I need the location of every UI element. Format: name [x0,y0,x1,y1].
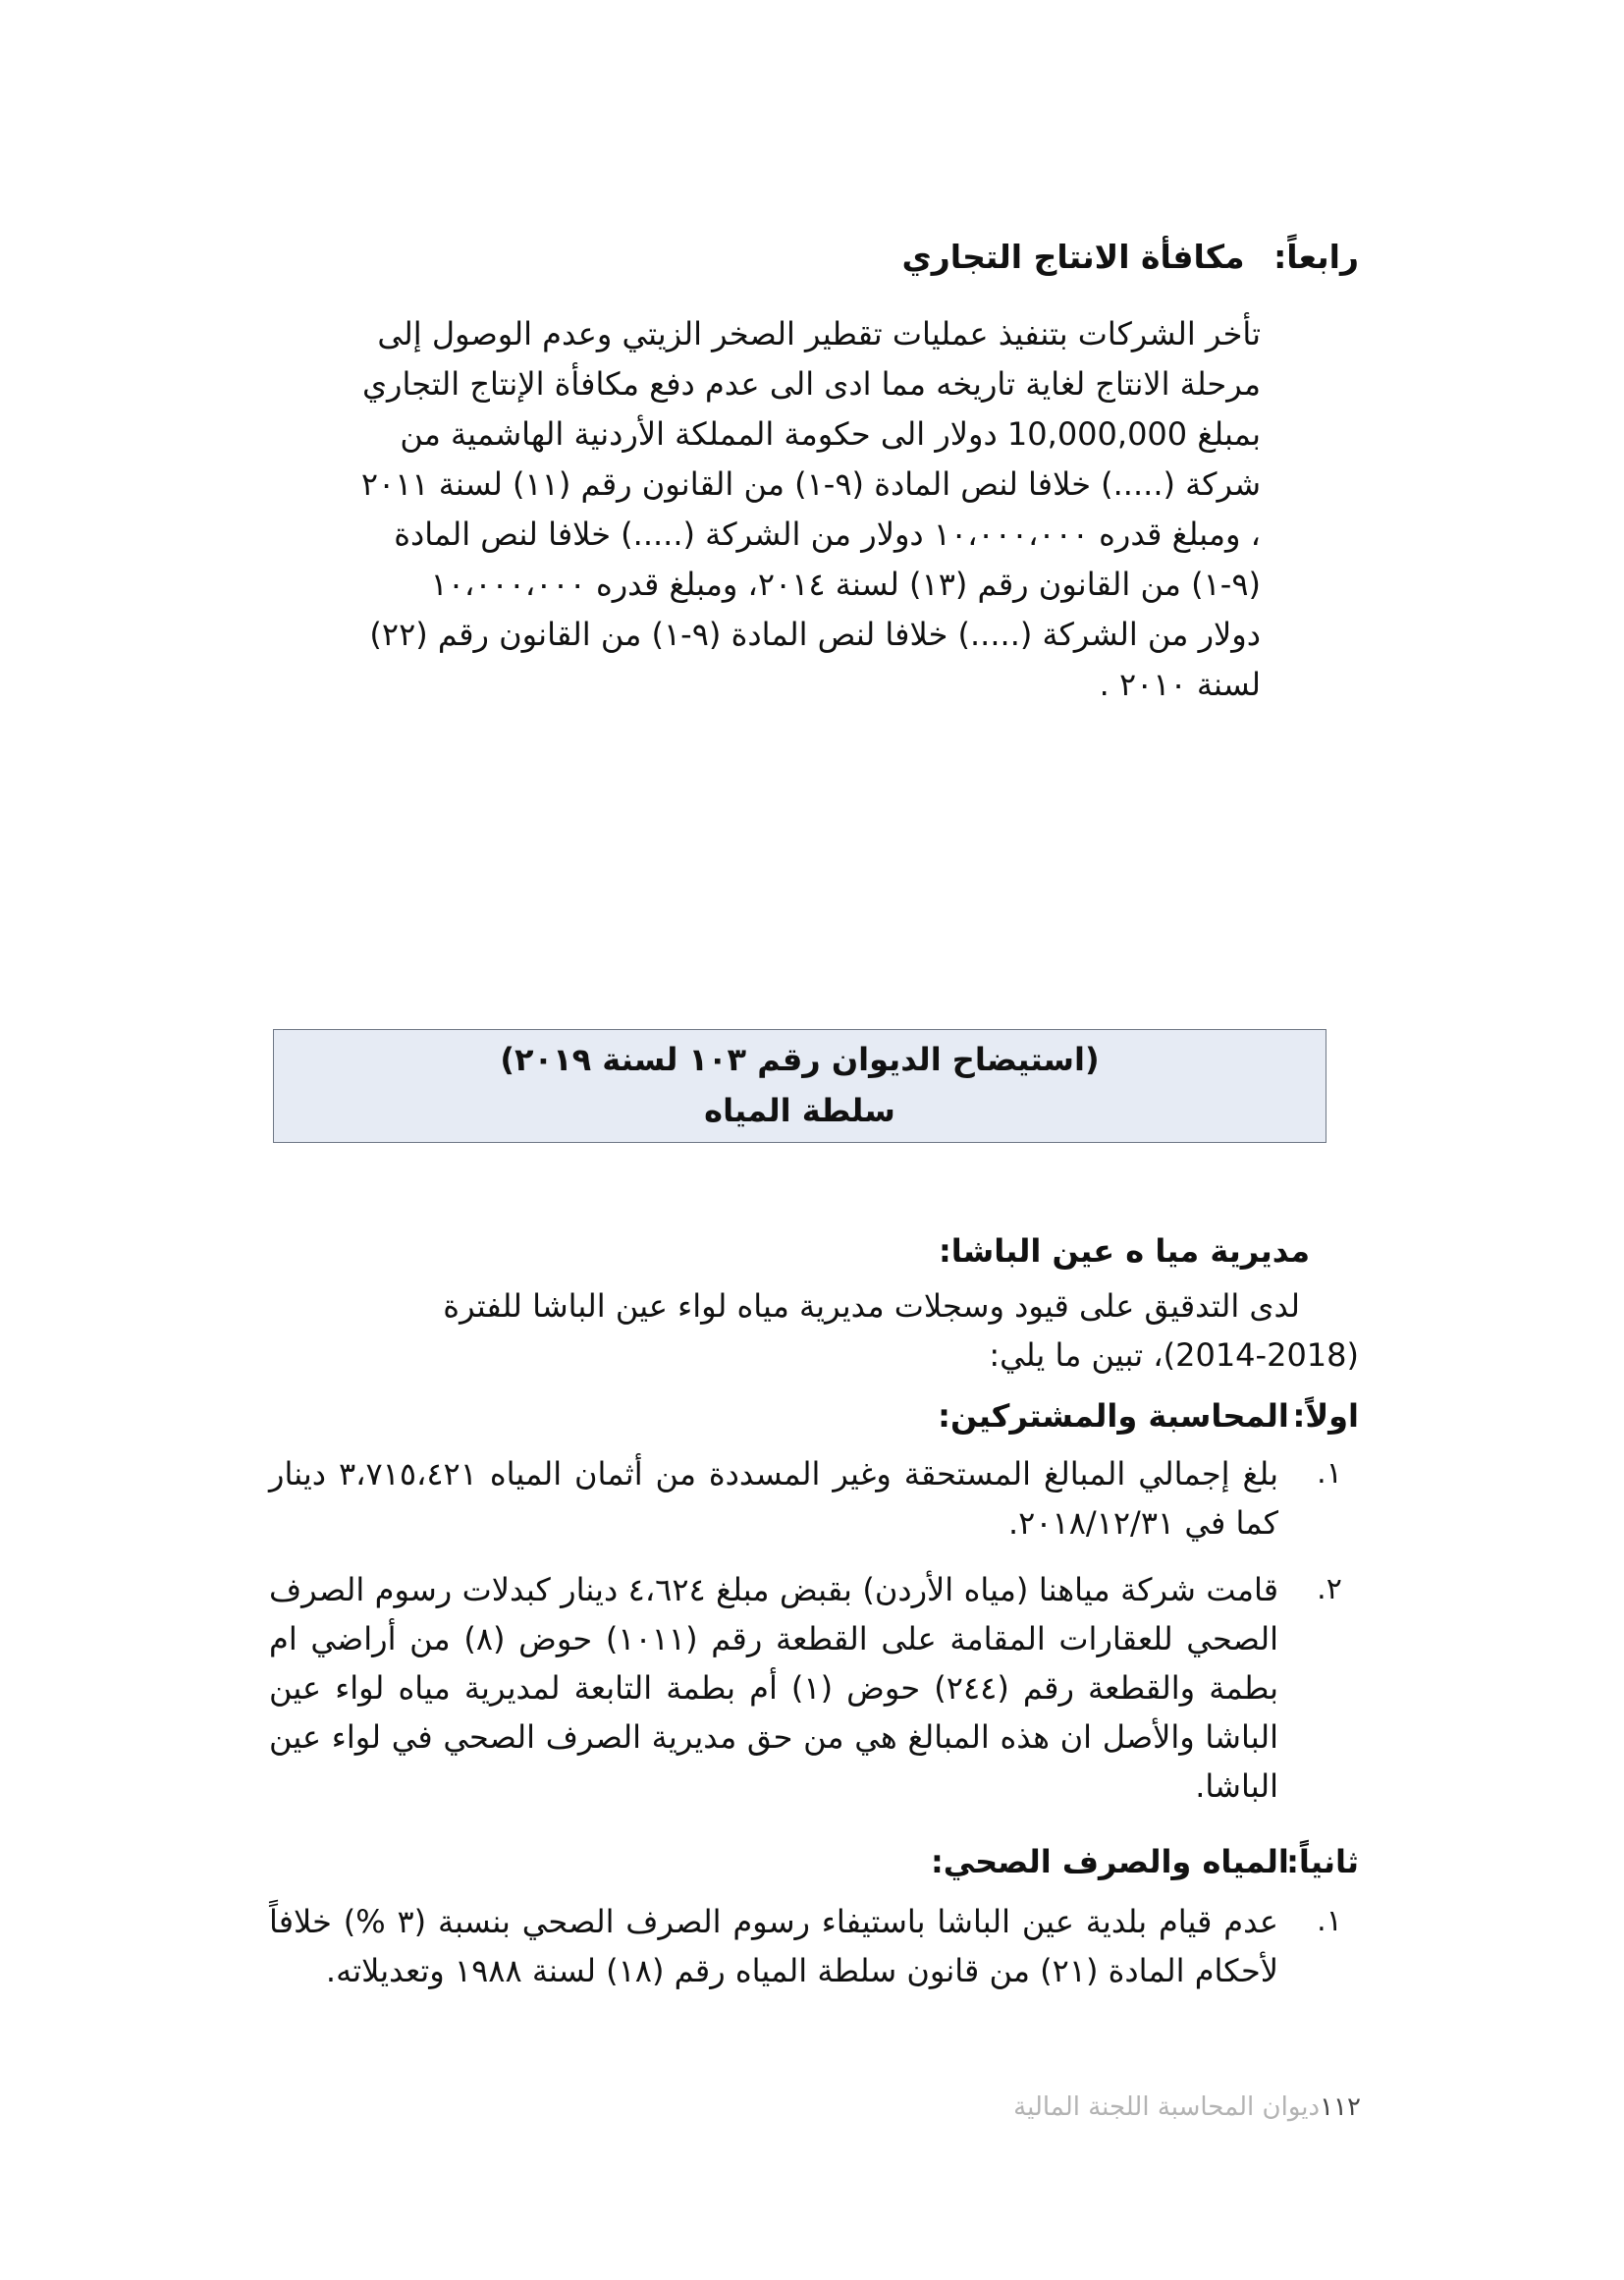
second-label: ثانياً: [1286,1843,1359,1880]
item-number: ١. [1317,1904,1342,1938]
second-title: المياه والصرف الصحي: [930,1843,1289,1880]
section-four-paragraph [279,309,1261,710]
item-text: عدم قيام بلدية عين الباشا باستيفاء رسوم الصرف الصحي بنسبة (٣ %) خلافاً لأحكام المادة (٢١) من قانون سلطة المياه رقم (١٨) لسنة ١٩٨٨ وتعديلاته. [269,1903,1279,1989]
paragraph-line: دولار من الشركة (.....) خلافا لنص المادة (٩-١) من القانون رقم (٢٢) [369,616,1261,653]
section-four-title: مكافأة الانتاج التجاري [901,238,1245,276]
item-text: قامت شركة مياهنا (مياه الأردن) بقبض مبلغ ٤،٦٢٤ دينار كبدلات رسوم الصرف الصحي للعقارات المقامة على القطعة رقم (١٠١١) حوض (٨) من أراضي ام بطمة والقطعة رقم (٢٤٤) حوض (١) أم بطمة التابعة لمديرية مياه لواء عين الباشا والأصل ان هذه المبالغ هي من حق مديرية الصرف الصحي في لواء عين الباشا. [269,1571,1279,1805]
paragraph-line: ، ومبلغ قدره ١٠،٠٠٠،٠٠٠ دولار من الشركة (.....) خلافا لنص المادة [394,516,1261,553]
first-label: اولاً: [1292,1397,1359,1435]
list-item [269,1449,1359,1547]
directorate-intro [279,1281,1359,1380]
paragraph-line: (٩-١) من القانون رقم (١٣) لسنة ٢٠١٤، ومبلغ قدره ١٠،٠٠٠،٠٠٠ [430,566,1261,603]
item-number: ١. [1317,1456,1342,1491]
item-number: ٢. [1317,1572,1342,1606]
intro-line: لدى التدقيق على قيود وسجلات مديرية مياه لواء عين الباشا للفترة [443,1287,1300,1325]
callout-inquiry-number: (استيضاح الديوان رقم ١٠٣ لسنة ٢٠١٩) [500,1041,1100,1078]
first-heading [938,1394,1359,1438]
paragraph-line: تأخر الشركات بتنفيذ عمليات تقطير الصخر الزيتي وعدم الوصول إلى [377,315,1261,353]
list-item [269,1897,1359,1995]
paragraph-line: بمبلغ 10,000,000 دولار الى حكومة المملكة الأردنية الهاشمية من [400,415,1261,453]
page-number: ١١٢ [1320,2092,1361,2122]
second-heading [931,1840,1359,1883]
footer-text: ديوان المحاسبة اللجنة المالية [1013,2092,1321,2122]
page-footer [1013,2090,1361,2125]
section-four-label: رابعاً: [1273,238,1359,276]
list-item [269,1565,1359,1811]
directorate-heading: مديرية ميا ه عين الباشا: [938,1232,1310,1270]
intro-line: (2014-2018)، تبين ما يلي: [989,1336,1359,1374]
section-four-heading [589,236,1359,279]
paragraph-line: مرحلة الانتاج لغاية تاريخه مما ادى الى عدم دفع مكافأة الإنتاج التجاري [361,365,1261,403]
item-text: بلغ إجمالي المبالغ المستحقة وغير المسددة من أثمان المياه ٣،٧١٥،٤٢١ دينار كما في ٢٠١٨/١٢/٣١. [269,1455,1279,1542]
inquiry-callout-box [273,1029,1326,1143]
paragraph-line: لسنة ٢٠١٠ . [1099,666,1261,703]
paragraph-line: شركة (.....) خلافا لنص المادة (٩-١) من القانون رقم (١١) لسنة ٢٠١١ [360,465,1261,503]
first-title: المحاسبة والمشتركين: [938,1397,1289,1435]
callout-authority-name: سلطة المياه [704,1092,895,1129]
